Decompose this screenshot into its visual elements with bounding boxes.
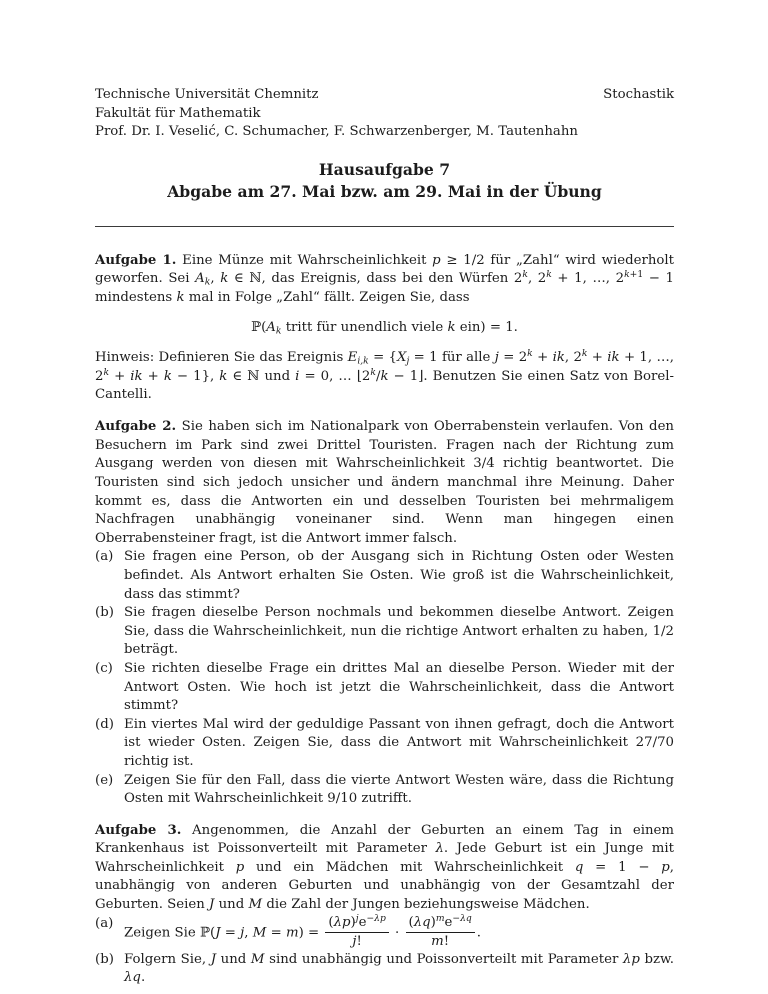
- item-text: Sie fragen dieselbe Person nochmals und bekommen dieselbe Antwort. Zeigen Sie, dass die Wahrscheinlichkeit, nun die richtige Antwort erhalten zu haben, 1/2 beträgt.: [124, 605, 674, 658]
- item-text: Sie fragen eine Person, ob der Ausgang sich in Richtung Osten oder Westen befindet. Als Antwort erhalten Sie Osten. Wie groß ist die Wahrscheinlichkeit, dass das stimmt?: [124, 549, 674, 602]
- item-marker: (c): [95, 660, 113, 676]
- problem-2-item-b: [95, 604, 674, 660]
- problem-3-body: Angenommen, die Anzahl der Geburten an einem Tag in einem Krankenhaus ist Poissonverteilt mit Parameter λ. Jede Geburt ist ein Junge mit Wahrscheinlichkeit p und ein Mädchen mit Wahrscheinlichkeit q = 1 − p, unabhängig von anderen Geburten und unabhängig von der Gesamtzahl der Geburten. Seien J und M die Zahl der Jungen beziehungsweise Mädchen.: [95, 822, 674, 913]
- item-marker: (d): [95, 716, 114, 732]
- item-text: Zeigen Sie für den Fall, dass die vierte Antwort Westen wäre, dass die Richtung Osten mit Wahrscheinlichkeit 9/10 zutrifft.: [124, 772, 674, 807]
- item-marker: (a): [95, 915, 114, 931]
- problem-3: [95, 822, 674, 988]
- item-text: Folgern Sie, J und M sind unabhängig und Poissonverteilt mit Parameter λp bzw. λq.: [124, 951, 675, 986]
- problem-3-item-a: [95, 912, 674, 951]
- document-header: [95, 86, 674, 142]
- problem-2: [95, 418, 674, 808]
- problem-1-body: Eine Münze mit Wahrscheinlichkeit p ≥ 1/2 für „Zahl“ wird wiederholt geworfen. Sei $A_k$, k ∈ ℕ, das Ereignis, dass bei den Würfen 2$^k$, $2^k + 1$, …, $2^{k+1} - 1$ mindestens k mal in Folge „Zahl“ fällt. Zeigen Sie, dass: [95, 252, 674, 305]
- item-marker: (b): [95, 605, 114, 621]
- assignment-subtitle: Abgabe am 27. Mai bzw. am 29. Mai in der Übung: [167, 181, 602, 201]
- problem-2-item-a: [95, 548, 674, 604]
- problem-1-formula: $ℙ(A_k$ tritt für unendlich viele k ein) = 1.: [251, 319, 518, 337]
- item-marker: (a): [95, 549, 114, 565]
- item-text: Sie richten dieselbe Frage ein drittes Mal an dieselbe Person. Wieder mit der Antwort Osten. Wie hoch ist jetzt die Wahrscheinlichkeit, dass die Antwort stimmt?: [124, 660, 674, 714]
- problem-3-item-b: [95, 951, 674, 988]
- assignment-title-block: [95, 159, 674, 203]
- problem-3-items: [95, 912, 675, 988]
- item-text: Ein viertes Mal wird der geduldige Passant von ihnen gefragt, doch die Antwort ist wieder Osten. Zeigen Sie, dass die Antwort mit Wahrscheinlichkeit 27/70 richtig ist.: [124, 716, 674, 769]
- item-marker: (e): [95, 772, 114, 788]
- problem-2-item-e: [95, 772, 674, 809]
- problem-1-hint: Hinweis: Definieren Sie das Ereignis $E_{i,k} = \{X_j = 1$ für alle $j = 2^k$ + ik, $2^k$ + ik + 1, …, $2^k$ + ik + k − 1}, k ∈ ℕ und i = 0, … $⌊2^k/k$ − 1⌋. Benutzen Sie einen Satz von Borel-Cantelli.: [95, 348, 674, 403]
- item-text: Zeigen Sie ℙ(J = j, M = m) = $\frac{(\lambda p)^je^{-\lambda p}}{j!}$ · $\frac{(\lambda q)^me^{-\lambda q}}{m!}$ .: [124, 912, 482, 950]
- problem-2-item-c: [95, 660, 674, 716]
- divider-rule: [95, 226, 674, 227]
- problem-2-label: Aufgabe 2.: [95, 419, 177, 435]
- problem-3-label: Aufgabe 3.: [95, 822, 182, 838]
- university-name: Technische Universität Chemnitz: [95, 87, 319, 102]
- problem-2-items: [95, 548, 674, 808]
- problem-1: [95, 252, 674, 405]
- problem-2-item-d: [95, 716, 674, 772]
- problem-1-label: Aufgabe 1.: [95, 252, 177, 268]
- problem-2-body: Sie haben sich im Nationalpark von Oberrabenstein verlaufen. Von den Besuchern im Park sind zwei Drittel Touristen. Fragen nach der Richtung zum Ausgang werden von diesen mit Wahrscheinlichkeit 3/4 richtig beantwortet. Die Touristen sind sich jedoch unsicher und ändern manchmal ihre Meinung. Daher kommt es, dass die Antworten ein und desselben Touristen bei mehrmaligem Nachfragen unabhängig voneinaner sind. Wenn man hingegen einen Oberrabensteiner fragt, ist die Antwort immer falsch.: [95, 419, 674, 546]
- authors-line: Prof. Dr. I. Veselić, C. Schumacher, F. Schwarzenberger, M. Tautenhahn: [95, 124, 578, 140]
- course-name: Stochastik: [603, 87, 674, 102]
- assignment-title: Hausaufgabe 7: [318, 159, 451, 179]
- faculty-name: Fakultät für Mathematik: [95, 105, 261, 121]
- item-marker: (b): [95, 951, 114, 967]
